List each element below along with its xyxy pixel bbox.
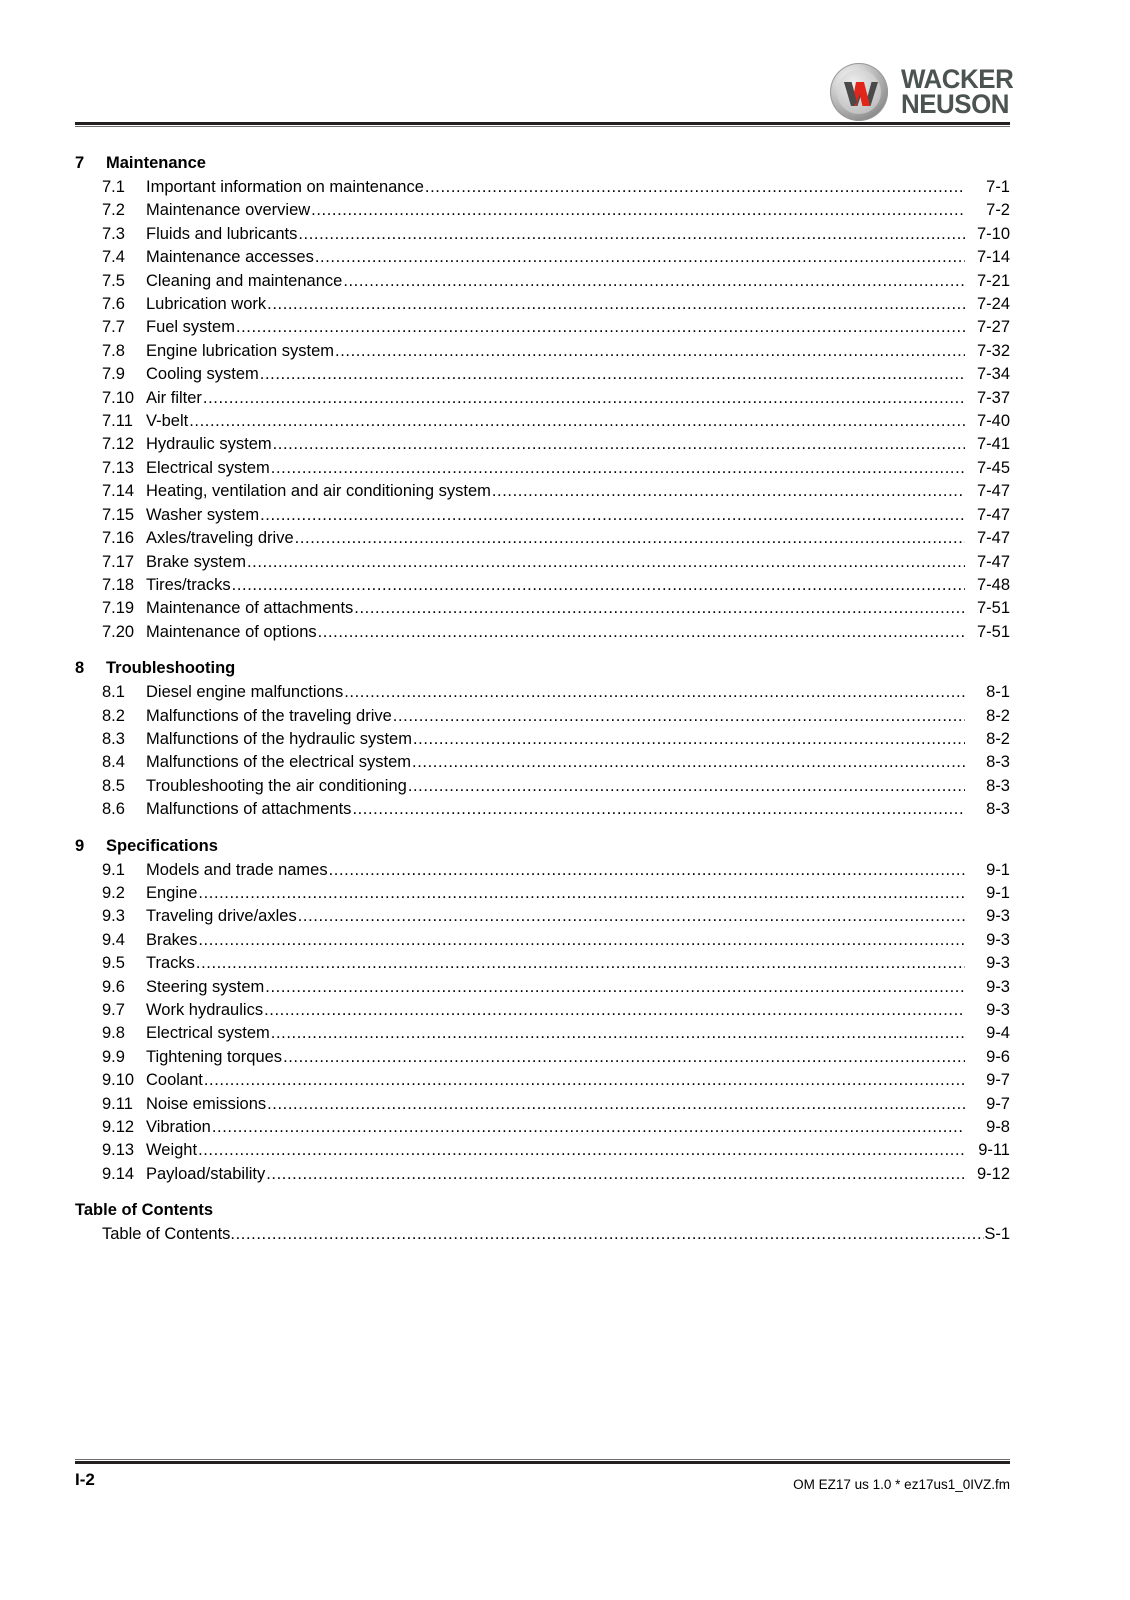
toc-entry-page: 9-12 [976, 1164, 1010, 1183]
toc-leader-dots [271, 1022, 965, 1045]
toc-trailing-heading: Table of Contents [75, 1201, 214, 1220]
toc-entry-number: 9.5 [102, 954, 125, 973]
toc-entry-label: Work hydraulics [146, 1001, 264, 1019]
toc-leader-dots [273, 433, 965, 456]
wacker-neuson-logo [830, 63, 1018, 121]
toc-entry-page: 9-6 [986, 1047, 1010, 1066]
toc-leader-dots [425, 176, 965, 199]
toc-entry-number: 8.4 [102, 753, 125, 772]
toc-entry-number: 9.9 [102, 1047, 125, 1066]
toc-entry-page: 9-8 [986, 1118, 1010, 1137]
toc-entry-page: 8-3 [986, 800, 1010, 819]
toc-entry-label: Weight [146, 1141, 198, 1160]
toc-leader-dots [408, 775, 965, 798]
toc-leader-dots [283, 1046, 965, 1069]
logo-line-neuson: NEUSON [901, 89, 1010, 119]
toc-entry-number: 9.1 [102, 860, 125, 879]
toc-entry-page: 7-48 [976, 575, 1010, 594]
toc-entry[interactable] [75, 433, 1010, 456]
toc-entry[interactable] [75, 551, 1010, 574]
toc-entry-number: 8.6 [102, 800, 125, 819]
toc-entry-page: 7-32 [976, 341, 1010, 360]
toc-entry-number: 8.1 [102, 683, 125, 702]
toc-leader-dots [298, 223, 965, 246]
toc-entry-page: 7-10 [976, 224, 1010, 243]
toc-entry-number: 7.5 [102, 271, 125, 290]
wacker-neuson-roundel-w-icon [830, 63, 888, 121]
toc-entry[interactable] [75, 1022, 1010, 1045]
toc-entry[interactable] [75, 597, 1010, 620]
toc-entry-page: 8-2 [986, 729, 1010, 748]
toc-entry-number: 9.11 [102, 1094, 133, 1113]
toc-entry[interactable] [75, 705, 1010, 728]
toc-entry-number: 9.7 [102, 1001, 125, 1019]
toc-entry-label: Maintenance of options [146, 622, 317, 641]
toc-entry-label: Traveling drive/axles [146, 907, 297, 926]
toc-entry-number: 7.15 [102, 505, 135, 524]
toc-entry-label: Malfunctions of the traveling drive [146, 706, 392, 725]
toc-entry-page: 7-51 [976, 599, 1010, 618]
toc-entry-label: Brakes [146, 930, 198, 949]
toc-entry[interactable] [75, 457, 1010, 480]
toc-entry[interactable] [75, 480, 1010, 503]
toc-entry[interactable] [75, 775, 1010, 798]
toc-leader-dots [267, 293, 965, 316]
toc-entry-page: 7-27 [976, 318, 1010, 337]
toc-entry-number: 7.9 [102, 365, 125, 384]
toc-leader-dots [260, 504, 965, 527]
toc-entry[interactable] [75, 387, 1010, 410]
toc-entry-number: 9.8 [102, 1024, 125, 1043]
toc-leader-dots [492, 480, 965, 503]
toc-leader-dots [413, 728, 965, 751]
toc-leader-dots [412, 751, 965, 774]
toc-leader-dots [311, 199, 965, 222]
toc-entry[interactable] [75, 1069, 1010, 1092]
toc-entry-label: Engine [146, 883, 198, 902]
toc-entry[interactable] [75, 527, 1010, 550]
toc-entry[interactable] [75, 999, 1010, 1022]
toc-entry-label: Electrical system [146, 458, 270, 477]
toc-entry-number: 9.6 [102, 977, 125, 996]
toc-entry-label: V-belt [146, 412, 189, 431]
toc-entry-number: 7.3 [102, 224, 125, 243]
footer-rule [75, 1461, 1010, 1464]
toc-leader-dots [315, 246, 965, 269]
toc-leader-dots [329, 859, 965, 882]
toc-entry[interactable] [75, 1116, 1010, 1139]
toc-entry-page: 7-47 [976, 552, 1010, 571]
toc-leader-dots [204, 1069, 965, 1092]
toc-leader-dots [271, 457, 965, 480]
toc-entry-label: Cooling system [146, 365, 259, 384]
toc-entry-number: 7.13 [102, 458, 135, 477]
toc-entry[interactable] [75, 363, 1010, 386]
toc-entry-number: 8.5 [102, 776, 125, 795]
toc-section-title: Maintenance [106, 154, 206, 172]
toc-entry-label: Coolant [146, 1071, 203, 1090]
footer-rule-secondary [75, 1459, 1010, 1460]
toc-entry-number: 9.13 [102, 1141, 135, 1160]
toc-entry-number: 7.19 [102, 599, 135, 618]
toc-entry-label: Fuel system [146, 318, 235, 337]
toc-entry-label: Air filter [146, 388, 202, 407]
toc-section-title: Troubleshooting [106, 659, 236, 678]
toc-entry[interactable] [75, 728, 1010, 751]
toc-entry[interactable] [75, 270, 1010, 293]
toc-entry-number: 7.14 [102, 482, 135, 501]
toc-entry-page: 9-3 [986, 954, 1010, 973]
toc-entry[interactable] [75, 621, 1010, 644]
toc-entry-page: 9-3 [986, 1001, 1010, 1019]
toc-section-number: 7 [75, 154, 85, 172]
toc-entry-number: 7.2 [102, 201, 125, 220]
toc-entry-page: 9-3 [986, 907, 1010, 926]
toc-entry-label: Electrical system [146, 1024, 270, 1043]
toc-entry-number: 7.17 [102, 552, 135, 571]
toc-entry-label: Washer system [146, 505, 260, 524]
toc-entry-page: 7-21 [976, 271, 1010, 290]
toc-entry[interactable] [75, 905, 1010, 928]
toc-entry-number: 8.3 [102, 729, 125, 748]
toc-entry-number: 9.4 [102, 930, 125, 949]
toc-entry-label: Tightening torques [146, 1047, 283, 1066]
toc-entry-label: Fluids and lubricants [146, 224, 298, 243]
toc-leader-dots [318, 621, 965, 644]
toc-entry-label: Lubrication work [146, 295, 267, 314]
toc-entry-number: 7.7 [102, 318, 125, 337]
toc-entry-label: Noise emissions [146, 1094, 267, 1113]
table-of-contents [75, 150, 1010, 1247]
toc-entry-page: 8-2 [986, 706, 1010, 725]
toc-leader-dots [232, 574, 965, 597]
toc-entry-label: Models and trade names [146, 860, 328, 879]
toc-entry-page: 7-51 [976, 622, 1010, 641]
toc-entry-label: Engine lubrication system [146, 341, 335, 360]
header-rule [75, 122, 1010, 125]
toc-leader-dots [203, 387, 965, 410]
toc-entry-page: 9-4 [986, 1024, 1010, 1043]
toc-entry-label: Important information on maintenance [146, 178, 424, 196]
toc-entry-label: Troubleshooting the air conditioning [146, 776, 407, 795]
toc-leader-dots [198, 882, 965, 905]
toc-entry-page: 7-47 [976, 529, 1010, 548]
toc-entry[interactable] [75, 574, 1010, 597]
toc-section-heading [75, 150, 1010, 176]
toc-entry[interactable] [75, 952, 1010, 975]
toc-entry-number: 7.6 [102, 295, 125, 314]
toc-section-number: 9 [75, 836, 85, 855]
toc-entry[interactable] [75, 882, 1010, 905]
toc-leader-dots [354, 597, 965, 620]
toc-entry-number: 9.12 [102, 1118, 135, 1137]
toc-leader-dots [344, 681, 965, 704]
toc-entry-page: 7-14 [976, 248, 1010, 267]
toc-section-number: 8 [75, 659, 85, 678]
toc-entry-label: Malfunctions of attachments [146, 800, 352, 819]
toc-leader-dots [266, 1163, 965, 1186]
logo-line-wacker: WACKER [901, 63, 1014, 94]
toc-entry-label: Maintenance accesses [146, 248, 314, 267]
toc-entry[interactable] [75, 1093, 1010, 1116]
toc-entry[interactable] [75, 751, 1010, 774]
toc-entry-number: 7.12 [102, 435, 135, 454]
toc-entry-page: 7-40 [976, 412, 1010, 431]
toc-leader-dots [352, 798, 965, 821]
wacker-neuson-wordmark [901, 63, 1018, 119]
toc-entry[interactable] [75, 340, 1010, 363]
toc-entry[interactable] [75, 199, 1010, 222]
toc-entry[interactable] [75, 410, 1010, 433]
toc-entry-page: 9-1 [986, 860, 1010, 879]
toc-entry[interactable] [75, 293, 1010, 316]
toc-entry-label: Malfunctions of the hydraulic system [146, 729, 412, 748]
toc-entry-number: 9.3 [102, 907, 125, 926]
footer-file-reference: OM EZ17 us 1.0 * ez17us1_0IVZ.fm [793, 1477, 1010, 1492]
toc-entry-page: 7-45 [976, 458, 1010, 477]
toc-leader-dots [236, 316, 965, 339]
toc-entry-number: 9.10 [102, 1071, 135, 1090]
toc-leader-dots [295, 527, 965, 550]
toc-entry-number: 7.1 [102, 178, 125, 196]
toc-entry-label: Steering system [146, 977, 265, 996]
toc-entry-number: 8.2 [102, 706, 125, 725]
toc-entry[interactable] [75, 176, 1010, 199]
toc-trailing-entry-label: Table of Contents [102, 1225, 231, 1244]
toc-entry-page: 9-7 [986, 1071, 1010, 1090]
toc-entry-label: Cleaning and maintenance [146, 271, 343, 290]
toc-entry-label: Heating, ventilation and air conditioning system [146, 482, 491, 501]
toc-trailing-entry[interactable] [75, 1223, 1010, 1246]
toc-entry-page: 7-47 [976, 482, 1010, 501]
toc-entry-page: 7-2 [986, 201, 1010, 220]
toc-entry-label: Brake system [146, 552, 246, 571]
toc-entry-label: Malfunctions of the electrical system [146, 753, 412, 772]
toc-leader-dots [265, 976, 965, 999]
toc-entry[interactable] [75, 1046, 1010, 1069]
toc-entry-page: 8-1 [986, 683, 1010, 702]
toc-entry-label: Payload/stability [146, 1164, 266, 1183]
toc-leader-dots [298, 905, 965, 928]
footer-page-number: I-2 [75, 1470, 95, 1489]
toc-entry-label: Maintenance overview [146, 201, 311, 220]
toc-leader-dots [196, 952, 965, 975]
toc-entry[interactable] [75, 1163, 1010, 1186]
toc-entry-label: Maintenance of attachments [146, 599, 354, 618]
toc-leader-dots [189, 410, 965, 433]
toc-leader-dots [198, 929, 965, 952]
toc-entry-number: 7.20 [102, 622, 135, 641]
toc-leader-dots [335, 340, 965, 363]
toc-entry[interactable] [75, 859, 1010, 882]
toc-trailing-entry-page: S-1 [984, 1225, 1010, 1244]
toc-section-heading [75, 833, 1010, 859]
toc-leader-dots [343, 270, 965, 293]
toc-entry[interactable] [75, 504, 1010, 527]
toc-entry-page: 9-3 [986, 977, 1010, 996]
toc-leader-dots [393, 705, 965, 728]
toc-entry-number: 7.10 [102, 388, 135, 407]
toc-entry[interactable] [75, 681, 1010, 704]
toc-entry-number: 7.11 [102, 412, 133, 431]
toc-entry-number: 7.16 [102, 529, 135, 548]
toc-entry-number: 9.2 [102, 883, 125, 902]
toc-entry-page: 8-3 [986, 776, 1010, 795]
toc-leader-dots [267, 1093, 965, 1116]
toc-entry-label: Tracks [146, 954, 195, 973]
toc-leader-dots [198, 1139, 965, 1162]
toc-entry-page: 7-37 [976, 388, 1010, 407]
toc-leader-dots [230, 1223, 984, 1246]
toc-leader-dots [260, 363, 965, 386]
toc-entry[interactable] [75, 976, 1010, 999]
toc-entry-number: 9.14 [102, 1164, 135, 1183]
toc-entry-label: Hydraulic system [146, 435, 272, 454]
toc-entry[interactable] [75, 223, 1010, 246]
toc-leader-dots [212, 1116, 965, 1139]
toc-entry-page: 9-1 [986, 883, 1010, 902]
toc-leader-dots [247, 551, 965, 574]
toc-entry-page: 7-41 [976, 435, 1010, 454]
toc-entry-label: Axles/traveling drive [146, 529, 294, 548]
toc-entry-page: 9-11 [978, 1141, 1010, 1160]
toc-entry[interactable] [75, 316, 1010, 339]
toc-entry-page: 7-47 [976, 505, 1010, 524]
toc-entry-page: 9-7 [986, 1094, 1010, 1113]
toc-entry-page: 9-3 [986, 930, 1010, 949]
page-header [0, 0, 1130, 130]
toc-section-title: Specifications [106, 836, 218, 855]
toc-entry[interactable] [75, 929, 1010, 952]
toc-entry-label: Diesel engine malfunctions [146, 683, 344, 702]
toc-entry-label: Vibration [146, 1118, 211, 1137]
toc-entry-page: 7-1 [986, 178, 1010, 196]
toc-section-heading [75, 655, 1010, 681]
toc-entry-number: 7.8 [102, 341, 125, 360]
toc-entry-page: 8-3 [986, 753, 1010, 772]
toc-entry-page: 7-24 [976, 295, 1010, 314]
toc-entry[interactable] [75, 798, 1010, 821]
toc-entry-number: 7.4 [102, 248, 125, 267]
toc-entry-number: 7.18 [102, 575, 135, 594]
toc-entry-page: 7-34 [976, 365, 1010, 384]
toc-entry[interactable] [75, 246, 1010, 269]
toc-entry[interactable] [75, 1139, 1010, 1162]
header-rule-secondary [75, 126, 1010, 127]
toc-entry-label: Tires/tracks [146, 575, 231, 594]
toc-leader-dots [264, 999, 965, 1022]
